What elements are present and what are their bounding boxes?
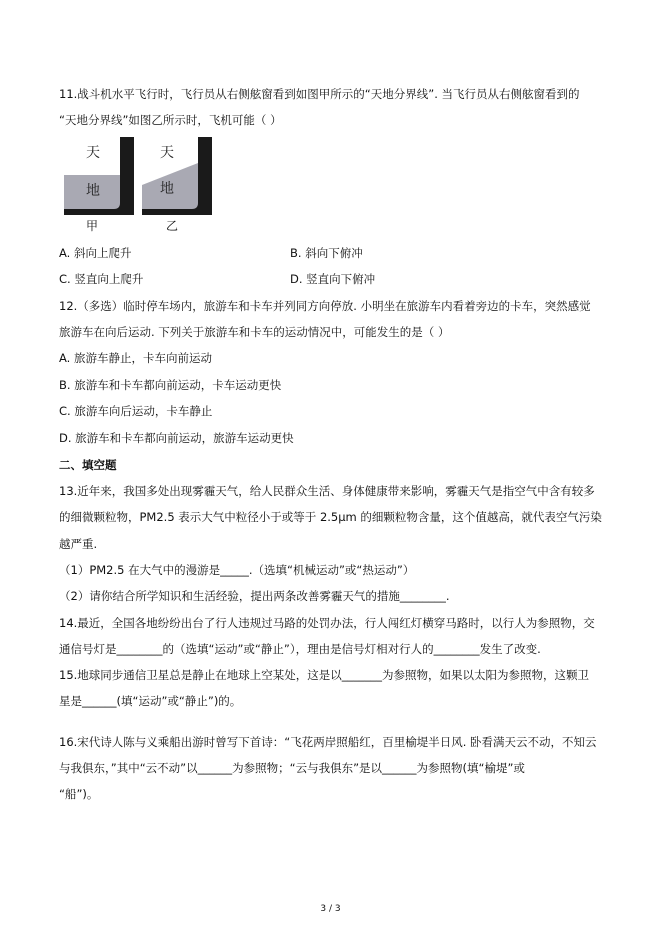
q16-stem-line2: 与我俱东，”其中“云不动”以______为参照物；“云与我俱东”是以______为参照物(填“榆堤”或: [59, 761, 525, 775]
fig-a-caption: 甲: [85, 219, 98, 233]
figure-yi: [142, 137, 212, 215]
q14-stem-line1: 14.最近，全国各地纷纷出台了行人违规过马路的处罚办法，行人闯红灯横穿马路时，以行人为参照物，交: [59, 616, 595, 630]
fig-a-sky-label: 天: [86, 145, 100, 161]
fig-b-sky-label: 天: [160, 145, 174, 161]
q15-stem-line1: 15.地球同步通信卫星总是静止在地球上空某处，这是以_______为参照物，如果以太阳为参照物，这颗卫: [59, 668, 590, 682]
q12-stem-line2: 旅游车在向后运动. 下列关于旅游车和卡车的运动情况中，可能发生的是（ ）: [59, 325, 450, 339]
fig-a-ground-label: 地: [86, 183, 100, 199]
q15-stem-line2: 星是______(填“运动”或“静止”)的。: [59, 694, 242, 708]
q11-stem-line1: 11.战斗机水平飞行时，飞行员从右侧舷窗看到如图甲所示的“天地分界线”. 当飞行员从右侧舷窗看到的: [59, 87, 580, 101]
q11-stem-line2: “天地分界线”如图乙所示时，飞机可能（ ）: [59, 113, 282, 127]
q13-stem-line2: 的细微颗粒物，PM2.5 表示大气中粒径小于或等于 2.5μm 的细颗粒物含量，这个值越高，就代表空气污染: [59, 510, 602, 524]
fig-b-ground-label: 地: [160, 181, 174, 197]
q11-option-c: C. 竖直向上爬升: [59, 272, 144, 286]
q11-option-b: B. 斜向下俯冲: [290, 246, 363, 260]
fig-b-caption: 乙: [165, 219, 178, 233]
q13-stem-line1: 13.近年来，我国多处出现雾霾天气，给人民群众生活、身体健康带来影响，雾霾天气是指空气中含有较多: [59, 484, 595, 498]
q13-stem-line3: 越严重.: [59, 537, 98, 551]
q12-stem-line1: 12.（多选）临时停车场内，旅游车和卡车并列同方向停放. 小明坐在旅游车内看着旁边的卡车，突然感觉: [59, 299, 591, 313]
figure-jia: [64, 137, 134, 215]
section-title: 二、填空题: [59, 458, 117, 472]
q13-subquestion-1: （1）PM2.5 在大气中的漫游是_____.（选填“机械运动”或“热运动”）: [59, 563, 415, 577]
q11-option-d: D. 竖直向下俯冲: [290, 272, 376, 286]
q11-option-a: A. 斜向上爬升: [59, 246, 132, 260]
q12-option-d: D. 旅游车和卡车都向前运动，旅游车运动更快: [59, 431, 294, 445]
q12-option-b: B. 旅游车和卡车都向前运动，卡车运动更快: [59, 378, 282, 392]
q12-option-c: C. 旅游车向后运动，卡车静止: [59, 404, 213, 418]
horizon-tilted-diagram: [142, 137, 212, 215]
horizon-level-diagram: [64, 137, 134, 215]
q14-stem-line2: 通信号灯是________的（选填“运动”或“静止”），理由是信号灯相对行人的________发生了改变.: [59, 642, 541, 656]
q12-option-a: A. 旅游车静止，卡车向前运动: [59, 351, 212, 365]
page-number: 3 / 3: [320, 904, 341, 914]
q16-stem-line3: “船”)。: [59, 787, 99, 801]
q16-stem-line1: 16.宋代诗人陈与义乘船出游时曾写下首诗：“飞花两岸照船红，百里榆堤半日风. 卧看满天云不动，不知云: [59, 735, 597, 749]
q13-subquestion-2: （2）请你结合所学知识和生活经验，提出两条改善雾霾天气的措施________.: [59, 589, 450, 603]
